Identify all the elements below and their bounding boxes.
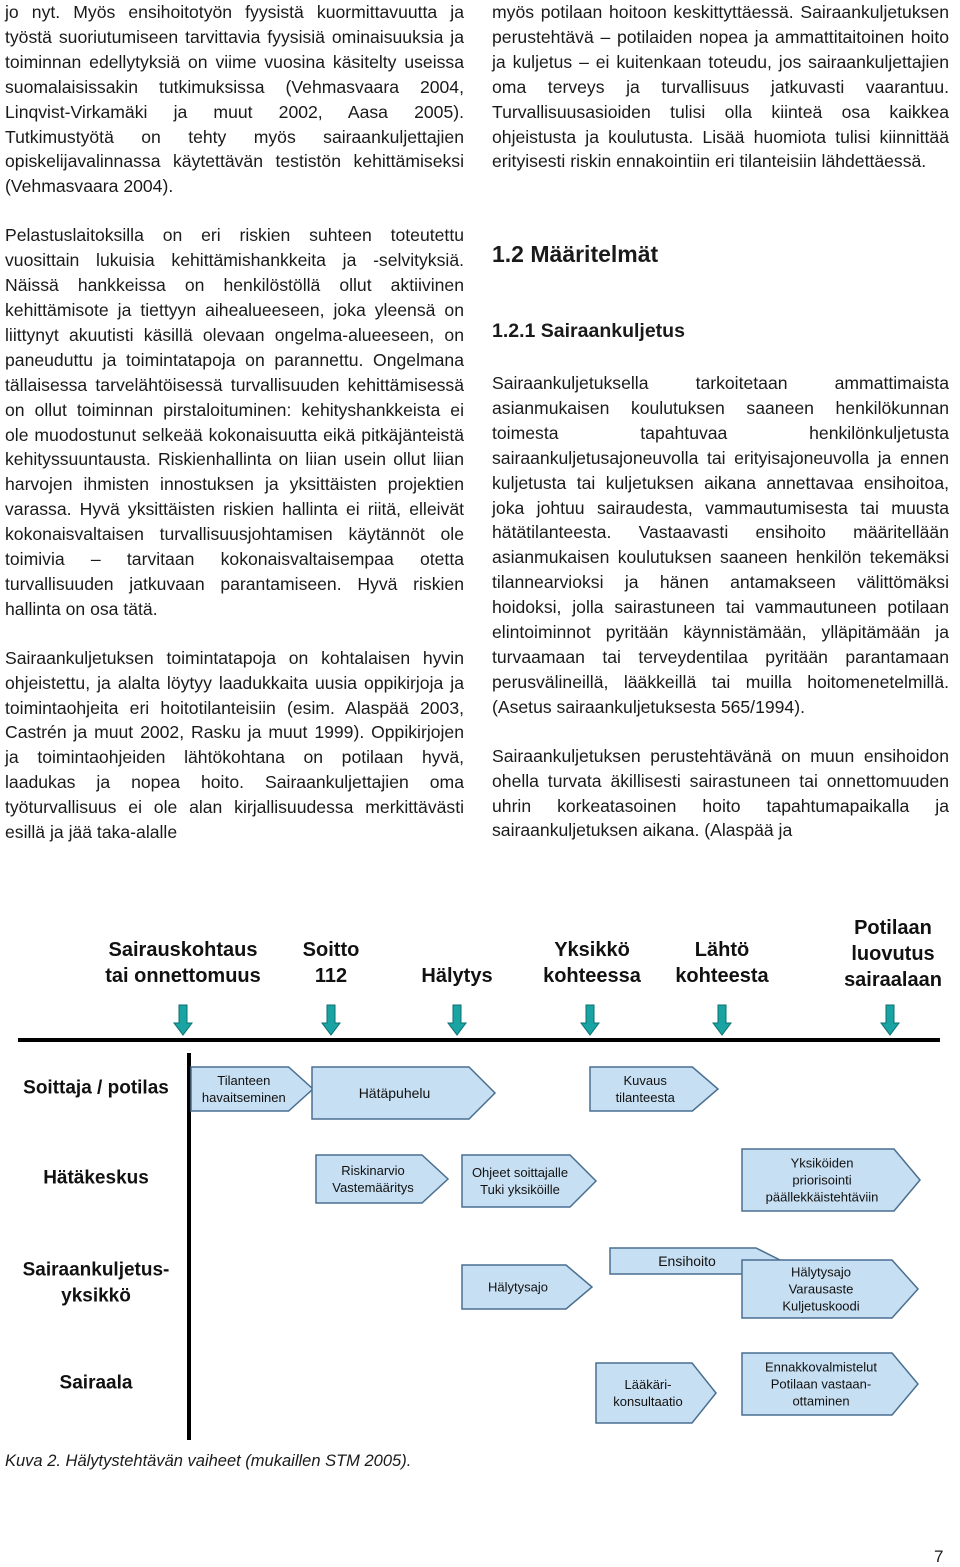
stage-label: Hälytys: [421, 965, 493, 987]
process-step-label: Lääkäri-konsultaatio: [613, 1377, 683, 1410]
process-step-label: Kuvaus tilanteesta: [615, 1073, 675, 1106]
down-arrow-icon: [448, 1005, 466, 1035]
process-step-label: Hälytysajo: [488, 1279, 548, 1295]
left-column: [5, 0, 464, 845]
right-paragraph-2: Sairaankuljetuksella tarkoitetaan ammattimaista asianmukaisen koulutuksen saaneen henkilökunnan toimesta tapahtuvaa henkilönkuljetusta sairaankuljetusajoneuvolla tai erityisajoneuvolla ja ennen kuljetusta tai kuljetuksen aikana annettavaa ensihoitoa, joka johtuu sairaudesta, vammautumisesta tai muusta hätätilanteesta. Vastaavasti ensihoito määritellään asianmukaisen koulutuksen saaneen henkilön tekemäksi tilannearvioksi ja hänen antamakseen välittömäksi hoidoksi, jolla sairastuneen tai vammautuneen potilaan elintoiminnot pyritään käynnistämään, ylläpitämään ja turvaamaan tai terveydentilaa pyritään parantamaan perusvälineillä, lääkkeillä tai muilla hoitomenetelmillä. (Asetus sairaankuljetuksesta 565/1994).: [492, 373, 949, 717]
process-step-label: Ohjeet soittajalle Tuki yksiköille: [471, 1165, 569, 1198]
left-paragraph-1: jo nyt. Myös ensihoitotyön fyysistä kuormittavuutta ja työstä suoriutumiseen tarvittavia fyysisiä ominaisuuksia ja toiminnan edellytyksiä on viime vuosina käsitelty useissa suomalaisissakin tutkimuksissa (Vehmasvaara 2004, Linqvist-Virkamäki ja muut 2002, Aasa 2005). Tutkimustyötä on tehty myös sairaankuljettajien opiskelijavalinnassa käytettävän testistön kehittämiseksi (Vehmasvaara 2004).: [5, 2, 464, 197]
figure-caption: Kuva 2. Hälytystehtävän vaiheet (mukaillen STM 2005).: [5, 1452, 412, 1470]
row-label: Sairaankuljetus-yksikkö: [22, 1259, 170, 1307]
left-paragraph-3: Sairaankuljetuksen toimintatapoja on kohtalaisen hyvin ohjeistettu, ja alalta löytyy laadukkaita uusia oppikirjoja ja toimintaohjeita eri hoitotilanteisiin (esim. Alaspää 2003, Castrén ja muut 2002, Rasku ja muut 1999). Oppikirjojen ja toimintaohjeiden lähtökohtana on potilaan hyvä, laadukas ja nopea hoito. Sairaankuljettajien oma työturvallisuus ei ole alan kirjallisuudessa merkittävästi esillä ja jää taka-alalle: [5, 647, 464, 843]
subsection-heading: 1.2.1 Sairaankuljetus: [492, 320, 685, 342]
down-arrow-icon: [581, 1005, 599, 1035]
row-label: Hätäkeskus: [43, 1167, 149, 1189]
stage-label: Potilaan luovutus sairaalaan: [844, 917, 942, 991]
right-paragraph-1: myös potilaan hoitoon keskittyttäessä. Sairaankuljetuksen perustehtävä – potilaiden nopea ja ammattitaitoinen hoito ja kuljetus – ei kuitenkaan toteudu, jos sairaankuljettajien oma terveys ja turvallisuus jatkuvasti vaarantuu. Turvallisuusasioiden tulisi olla kiinteä osa kaikkea ohjeistusta ja koulutusta. Lisää huomiota tulisi kiinnittää erityisesti riskin ennakointiin eri tilanteisiin lähdettäessä.: [492, 2, 949, 172]
right-paragraph-3: Sairaankuljetuksen perustehtävänä on muun ensihoidon ohella turvata äkillisesti sairastuneen tai onnettomuuden uhrin korkeatasoinen hoito tapahtumapaikalla ja sairaankuljetuksen aikana. (Alaspää ja: [492, 745, 949, 841]
process-step-label: Hälytysajo Varausaste Kuljetuskoodi: [782, 1264, 860, 1314]
right-column-lower: [492, 371, 949, 843]
down-arrow-icon: [174, 1005, 192, 1035]
down-arrow-icon: [713, 1005, 731, 1035]
process-step-label: Yksiköiden priorisointi päällekkäistehtäviin: [765, 1155, 879, 1205]
row-label: Soittaja / potilas: [23, 1077, 169, 1099]
row-label: Sairaala: [59, 1372, 133, 1394]
down-arrow-icon: [322, 1005, 340, 1035]
stage-label: Soitto 112: [302, 939, 360, 987]
stage-label: Lähtö kohteesta: [675, 939, 769, 987]
process-step-label: Ennakkovalmistelut Potilaan vastaan-ottaminen: [765, 1359, 877, 1409]
process-step-label: Riskinarvio Vastemääritys: [332, 1163, 414, 1196]
process-step-label: Ensihoito: [658, 1252, 716, 1269]
page-number: 7: [934, 1547, 944, 1566]
process-diagram: [0, 905, 960, 1445]
process-step-label: Tilanteen havaitseminen: [201, 1073, 286, 1106]
process-step-label: Hätäpuhelu: [358, 1084, 431, 1101]
down-arrow-icon: [881, 1005, 899, 1035]
process-step-arrow: [596, 1363, 716, 1423]
process-step-arrow: [462, 1155, 596, 1207]
stage-label: Yksikkö kohteessa: [543, 939, 641, 987]
left-paragraph-2: Pelastuslaitoksilla on eri riskien suhteen toteutettu vuosittain lukuisia kehittämishankkeita ja -selvityksiä. Näissä hankkeissa on henkilöstöllä ollut aktiivinen kehittämisote ja tiettyyn aihealueeseen, joka yleensä on liittynyt akuutisti käsillä olevaan ongelma-alueeseen, on paneuduttu ja toimintatapoja on parannettu. Ongelmana tällaisessa tarvelähtöisessä turvallisuuden kehittämisessä on ollut toiminnan pirstaloituminen: kehityshankkeista ei ole muodostunut selkeää kokonaisuutta eikä pitkäjänteistä kehityssuuntausta. Riskienhallinta on liian usein ollut liian harvojen ihmisten innostuksen ja yksittäisten projektien varassa. Hyvä yksittäisten riskien hallinta ei riitä, elleivät kokonaisvaltaisen turvallisuusjohtamisen käytännöt ole toimivia – tarvitaan kokonaisvaltaisempaa otetta turvallisuuden jatkuvaan parantamiseen. Hyvä riskien hallinta on osa tätä.: [5, 225, 464, 619]
section-heading: 1.2 Määritelmät: [492, 241, 659, 267]
right-column: [492, 0, 949, 174]
stage-label: Sairauskohtaus tai onnettomuus: [105, 939, 261, 987]
